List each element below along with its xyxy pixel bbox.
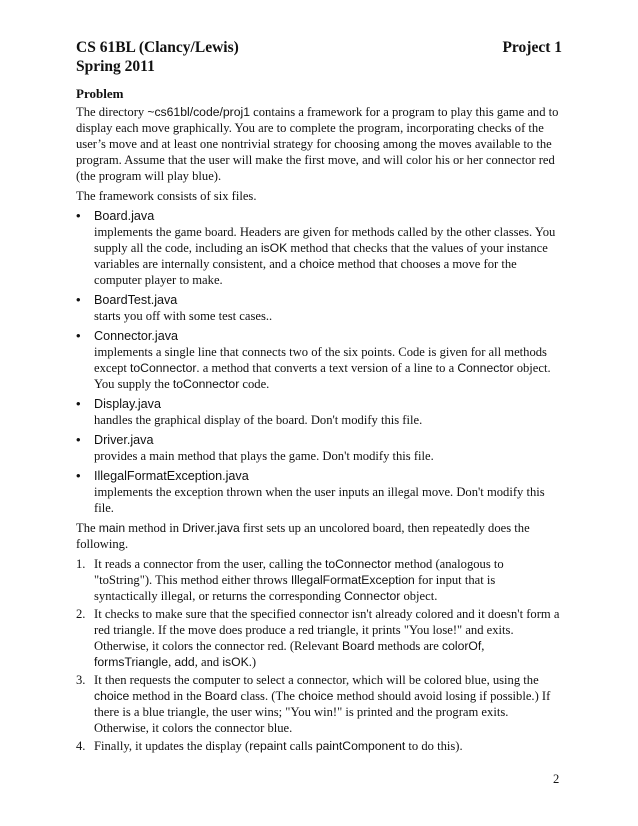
step-code: choice	[298, 689, 334, 703]
bullet-icon: •	[76, 432, 81, 447]
file-name: Connector.java	[94, 329, 179, 343]
step-text: to do this).	[405, 739, 463, 753]
bullet-icon: •	[76, 292, 81, 307]
step-text: object.	[400, 589, 438, 603]
step-code: paintComponent	[315, 739, 406, 753]
main-text: The	[76, 521, 99, 535]
step-text: Finally, it updates the display (	[94, 739, 250, 753]
file-desc: code.	[239, 377, 270, 391]
main-text: first sets up an uncolored board, then repeatedly does the following.	[76, 521, 530, 551]
main-code: Driver.java	[182, 521, 240, 535]
step-code: Connector	[344, 589, 401, 603]
step-code: add	[174, 655, 195, 669]
bullet-icon: •	[76, 208, 81, 223]
step-item	[76, 672, 562, 736]
project-label: Project 1	[502, 39, 562, 56]
file-item-board	[76, 208, 562, 288]
step-text: It then requests the computer to select a connector, which will be colored blue, using the	[94, 673, 539, 687]
step-number: 3.	[76, 673, 86, 687]
file-desc: provides a main method that plays the game. Don't modify this file.	[94, 449, 434, 463]
step-text: method in the	[129, 689, 205, 703]
step-code: isOK	[222, 655, 249, 669]
bullet-icon: •	[76, 396, 81, 411]
step-text: It checks to make sure that the specified connector isn't already colored and it doesn't form a red triangle. If the move does produce a red triangle, it prints "You lose!" and exits. Otherwise, it colors the connector red. (Relevant	[94, 607, 560, 653]
intro-text-2: contains a framework for a program to play this game and to display each move graphically. You are to complete the program, incorporating checks of the user’s move and at least one nontrivial strategy for choosing among the moves available to the program. Assume that the user will make the first move, and will color his or her connector red (the program will play blue).	[76, 105, 559, 183]
file-desc: starts you off with some test cases..	[94, 309, 273, 323]
step-number: 4.	[76, 739, 86, 753]
page-header	[76, 38, 562, 57]
main-paragraph	[76, 520, 562, 552]
file-item-display	[76, 396, 562, 428]
file-desc: method that checks that the values of your instance variables are internally consistent, and a	[94, 241, 548, 271]
step-text: , and	[194, 655, 223, 669]
file-code: toConnector	[130, 361, 197, 375]
file-code: isOK	[260, 241, 288, 255]
term-label: Spring 2011	[76, 58, 155, 75]
step-number: 2.	[76, 607, 86, 621]
step-item	[76, 556, 562, 604]
intro-text-1: The directory	[76, 105, 148, 119]
step-code: choice	[94, 689, 130, 703]
step-code: IllegalFormatException	[290, 573, 415, 587]
file-item-driver	[76, 432, 562, 464]
step-text: It reads a connector from the user, calling the	[94, 557, 325, 571]
step-item	[76, 606, 562, 670]
file-name: IllegalFormatException.java	[94, 469, 249, 483]
step-text: calls	[286, 739, 316, 753]
file-name: Display.java	[94, 397, 161, 411]
file-list	[76, 208, 562, 516]
step-code: Board	[341, 639, 375, 653]
step-list	[76, 556, 562, 754]
file-desc: handles the graphical display of the board. Don't modify this file.	[94, 413, 423, 427]
file-code: choice	[299, 257, 335, 271]
course-title: CS 61BL (Clancy/Lewis)	[76, 39, 239, 56]
intro-paragraph	[76, 104, 562, 184]
step-text: class. (The	[237, 689, 299, 703]
step-text: method should avoid losing if possible.) If there is a blue triangle, the user wins; "You win!" is printed and the program exits. Otherwise, it colors the connector blue.	[94, 689, 551, 735]
file-item-connector	[76, 328, 562, 392]
step-number: 1.	[76, 557, 86, 571]
step-code: Board	[204, 689, 238, 703]
step-text: method (analogous to "toString"). This method either throws	[94, 557, 504, 587]
file-item-illegalformatexception	[76, 468, 562, 516]
file-name: Board.java	[94, 209, 155, 223]
step-code: formsTriangle	[94, 655, 169, 669]
page-number: 2	[553, 772, 560, 786]
section-title: Problem	[76, 86, 124, 101]
main-text: method in	[125, 521, 183, 535]
file-desc: implements the game board. Headers are given for methods called by the other classes. You supply all the code, including an	[94, 225, 556, 255]
step-text: for input that is syntactically illegal, or returns the corresponding	[94, 573, 496, 603]
file-code: toConnector	[172, 377, 240, 391]
bullet-icon: •	[76, 328, 81, 343]
step-text: methods are	[374, 639, 442, 653]
file-name: Driver.java	[94, 433, 154, 447]
document-page	[76, 38, 562, 756]
file-desc: implements the exception thrown when the user inputs an illegal move. Don't modify this file.	[94, 485, 545, 515]
intro-directory: ~cs61bl/code/proj1	[147, 105, 250, 119]
step-item	[76, 738, 562, 754]
bullet-icon: •	[76, 468, 81, 483]
file-desc: implements a single line that connects two of the six points. Code is given for all methods except	[94, 345, 547, 375]
file-code: Connector	[457, 361, 514, 375]
step-code: toConnector	[325, 557, 392, 571]
step-text: .)	[248, 655, 257, 669]
file-name: BoardTest.java	[94, 293, 178, 307]
framework-intro: The framework consists of six files.	[76, 189, 257, 203]
main-code: main	[98, 521, 126, 535]
file-item-boardtest	[76, 292, 562, 324]
step-text: ,	[481, 639, 485, 653]
file-desc: method that chooses a move for the computer player to make.	[94, 257, 517, 287]
file-desc: . a method that converts a text version of a line to a	[196, 361, 458, 375]
file-desc: object. You supply the	[94, 361, 551, 391]
step-text: ,	[168, 655, 175, 669]
step-code: colorOf	[441, 639, 482, 653]
step-code: repaint	[249, 739, 287, 753]
